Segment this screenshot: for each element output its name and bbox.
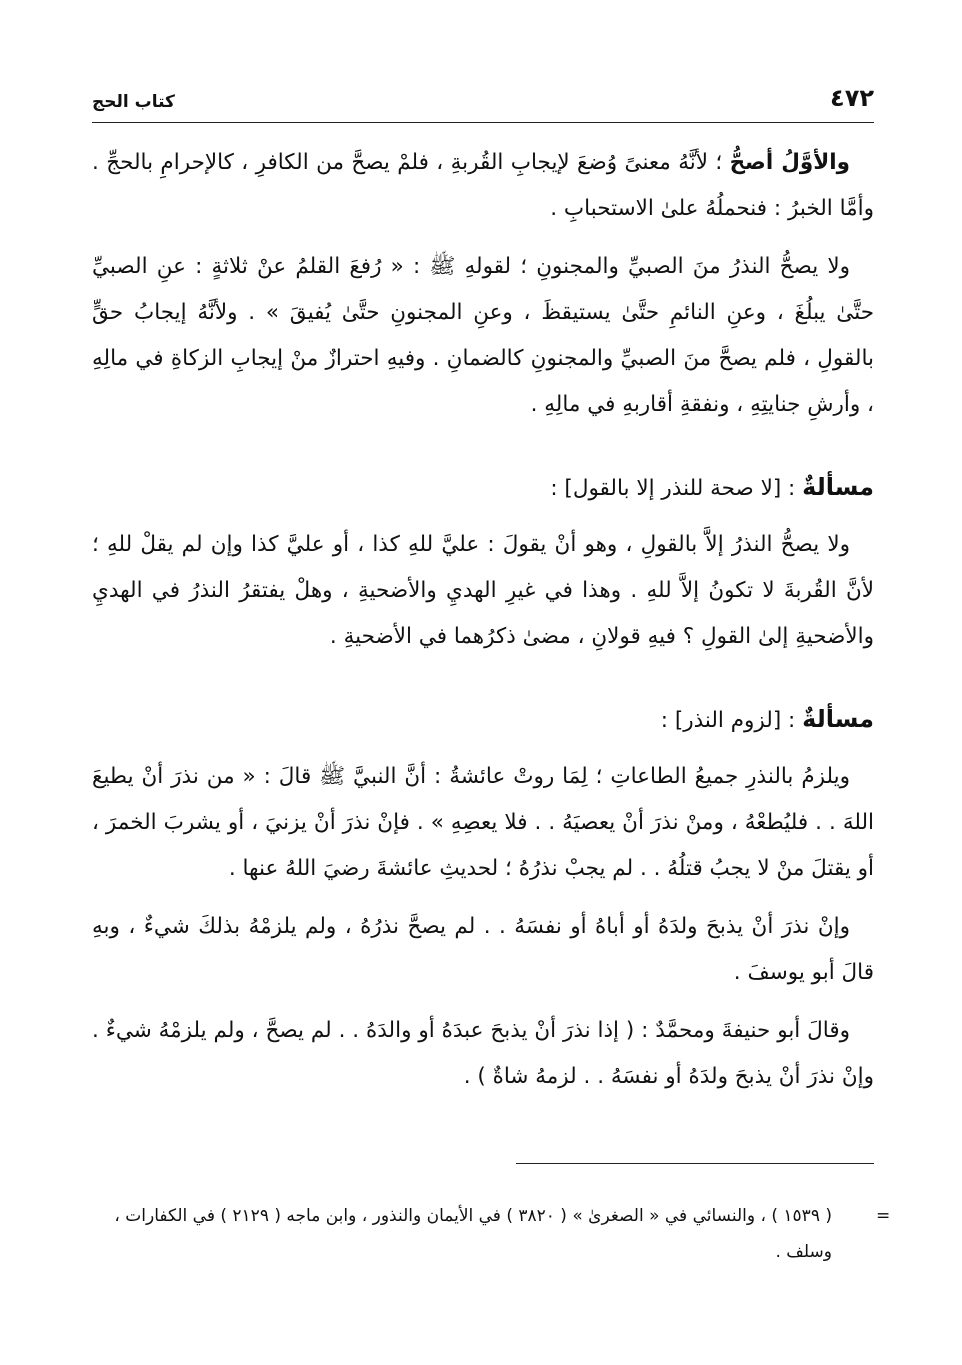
body-text bbox=[92, 140, 874, 1112]
paragraph-1-lead: والأوَّلُ أصحُّ bbox=[729, 150, 850, 175]
masala-word-1: مسألةٌ bbox=[802, 473, 874, 501]
masala-word-2: مسألةٌ bbox=[802, 705, 874, 733]
paragraph-3: ولا يصحُّ النذرُ إلاَّ بالقولِ ، وهو أنْ يقولَ : عليَّ للهِ كذا ، أو عليَّ كذا وإن لم يقلْ للهِ ؛ لأنَّ القُربةَ لا تكونُ إلاَّ للهِ . وهذا في غيرِ الهديِ والأضحيةِ ، وهلْ يفتقرُ النذرُ في الهديِ والأضحيةِ إلىٰ القولِ ؟ فيهِ قولانِ ، مضىٰ ذكرُهما في الأضحيةِ . bbox=[92, 532, 874, 649]
running-title: كتاب الحج bbox=[92, 92, 175, 112]
page-header bbox=[92, 84, 874, 124]
masala-heading-2 bbox=[92, 696, 874, 744]
paragraph-5: وإنْ نذرَ أنْ يذبحَ ولدَهُ أو أباهُ أو نفسَهُ . . لم يصحَّ نذرُهُ ، ولم يلزمْهُ بذلكَ شيءٌ ، وبهِ قالَ أبو يوسفَ . bbox=[92, 914, 874, 985]
masala-title-2: : [لزوم النذر] : bbox=[660, 708, 803, 733]
paragraph-1 bbox=[92, 140, 874, 232]
paragraph-4: ويلزمُ بالنذرِ جميعُ الطاعاتِ ؛ لِمَا روتْ عائشةُ : أنَّ النبيَّ ﷺ قالَ : « من نذرَ أنْ يطيعَ اللهَ . . فليُطعْهُ ، ومنْ نذرَ أنْ يعصيَهُ . . فلا يعصِهِ » . فإنْ نذرَ أنْ يزنيَ ، أو يشربَ الخمرَ ، أو يقتلَ منْ لا يجبُ قتلُهُ . . لم يجبْ نذرُهُ ؛ لحديثِ عائشةَ رضيَ اللهُ عنها . bbox=[92, 764, 874, 881]
paragraph-2: ولا يصحُّ النذرُ منَ الصبيِّ والمجنونِ ؛ لقولهِ ﷺ : « رُفعَ القلمُ عنْ ثلاثةٍ : عنِ الصبيِّ حتَّىٰ يبلُغَ ، وعنِ النائمِ حتَّىٰ يستيقظَ ، وعنِ المجنونِ حتَّىٰ يُفيقَ » . ولأنَّهُ إيجابُ حقٍّ بالقولِ ، فلم يصحَّ منَ الصبيِّ والمجنونِ كالضمانِ . وفيهِ احترازٌ منْ إيجابِ الزكاةِ في مالِهِ ، وأرشِ جنايتِهِ ، ونفقةِ أقاربهِ في مالِهِ . bbox=[92, 254, 874, 417]
footnote: ( ١٥٣٩ ) ، والنسائي في « الصغرىٰ » ( ٣٨٢٠ ) في الأيمان والنذور ، وابن ماجه ( ٢١٢٩ ) في الكفارات ، وسلف . bbox=[114, 1206, 832, 1262]
footnote-rule bbox=[516, 1163, 874, 1164]
masala-title-1: : [لا صحة للنذر إلا بالقول] : bbox=[550, 476, 803, 501]
paragraph-1-text: ؛ لأنَّهُ معنىً وُضعَ لإيجابِ القُربةِ ، فلمْ يصحَّ من الكافرِ ، كالإحرامِ بالحجِّ . وأمَّا الخبرُ : فنحملُهُ علىٰ الاستحبابِ . bbox=[92, 150, 874, 221]
footnote-continuation-mark: = bbox=[876, 1206, 891, 1226]
page-number: ٤٧٢ bbox=[830, 84, 874, 112]
header-rule bbox=[92, 122, 874, 123]
masala-heading-1 bbox=[92, 464, 874, 512]
paragraph-6: وقالَ أبو حنيفةَ ومحمَّدٌ : ( إذا نذرَ أنْ يذبحَ عبدَهُ أو والدَهُ . . لم يصحَّ ، ولم يلزمْهُ شيءٌ . وإنْ نذرَ أنْ يذبحَ ولدَهُ أو نفسَهُ . . لزمهُ شاةٌ ) . bbox=[92, 1018, 874, 1089]
